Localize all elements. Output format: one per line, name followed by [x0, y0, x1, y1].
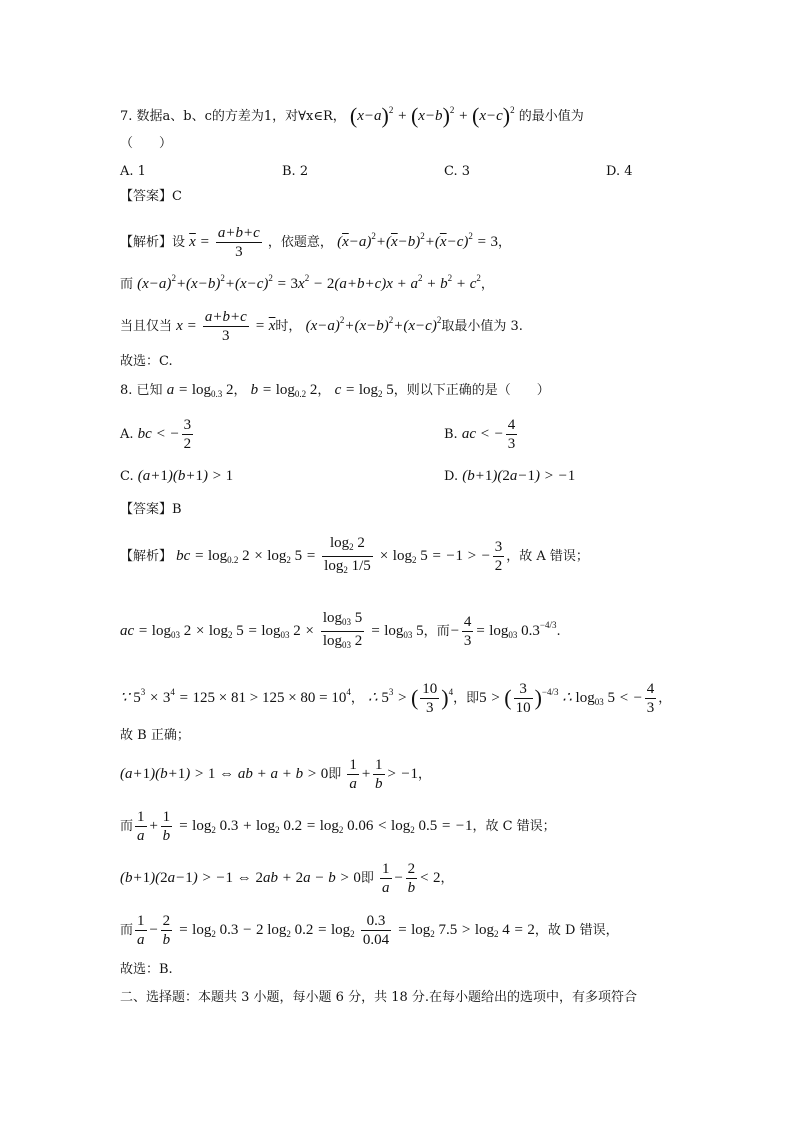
q8-analysis-line6: 而 $\frac{1}{a}$ + $\frac{1}{b}$ = $\log_2 0.3 + \log_2 0.2 = \log_2 0.06 < \log_2 0.5 = -1$，故 C 错误； — [120, 809, 556, 844]
q8-option-b: B. ac < − $\frac{4}{3}$ — [444, 417, 516, 452]
q8-stem: 8. 已知 $a = \log_{0.3} 2$， $b = \log_{0.2} 2$， $c = \log_2 5$，则以下正确的是（ ） — [120, 382, 550, 399]
q8-analysis-line1: 【解析】 bc = $\log_{0.2} 2 \times \log_2 5$ = $\frac{\log_2 2}{\log_2 1/5}$ × $\log_2 5 = -1$ > − $\frac{3}{2}$ ，故 A 错误； — [120, 535, 589, 575]
q7-expression: $(x-a)^2 + (x-b)^2 + (x-c)^2$ — [349, 103, 515, 128]
q8-analysis-line7: (b+1)(2a−1) > −1 ⇔ 2ab + 2a − b > 0即 $\frac{1}{a}$ − $\frac{2}{b}$ < 2， — [120, 861, 454, 896]
q7-answer: 【答案】C — [120, 189, 182, 204]
q7-analysis-line2: 而 $(x-a)^2+(x-b)^2+(x-c)^2 = 3x^2 - 2(a+b+c)x + a^2 + b^2 + c^2$， — [120, 273, 494, 292]
q7-paren: （ ） — [120, 136, 173, 151]
q8-analysis-line2: ac = $\log_{03} 2 \times \log_2 5 = \log_{03} 2$ × $\frac{\log_{03} 5}{\log_{03} 2}$ = $\log_{03} 5$，而− $\frac{4}{3}$ = $\log_{03} 0.3^{-4/3}$. — [120, 610, 561, 650]
q8-analysis-line3: ∵ $5^3 \times 3^4 = 125 \times 81 > 125 \times 80 = 10^4$， ∴ $5^3$ > ( $\frac{10}{3}$ )$^4$，即5 > ( $\frac{3}{10}$ )$^{-4/3}$ ∴ $\log_{03} 5$ < − $\frac{4}{3}$ ， — [120, 681, 672, 716]
fraction-abc-over-3-b: $\frac{a+b+c}{3}$ — [204, 309, 247, 344]
q8-option-c: C. (a+1)(b+1) > 1 — [120, 468, 234, 484]
q7-option-c: C. 3 — [444, 164, 471, 179]
q7-option-b: B. 2 — [282, 164, 309, 179]
q8-b-correct: 故 B 正确； — [120, 728, 190, 743]
q7-choose: 故选：C. — [120, 354, 173, 369]
q7-analysis-line3: 当且仅当 x = $\frac{a+b+c}{3}$ = $\overline{x}$时， $(x-a)^2+(x-b)^2+(x-c)^2$取最小值为 3. — [120, 309, 523, 344]
q8-analysis-line8: 而 $\frac{1}{a}$ − $\frac{2}{b}$ = $\log_2 0.3 - 2$ $\log_2 0.2 = \log_2$ $\frac{0.3}{0.04}$ = $\log_2 7.5 > \log_2 4 = 2$，故 D 错误， — [120, 913, 619, 948]
section-2-heading: 二、选择题：本题共 3 小题，每小题 6 分，共 18 分.在每小题给出的选项中，有多项符合 — [120, 990, 638, 1005]
q8-option-d: D. (b+1)(2a−1) > −1 — [444, 468, 576, 484]
q7-stem: 7. 数据a、b、c的方差为1，对∀x∈R， $(x-a)^2 + (x-b)^2 + (x-c)^2$ 的最小值为 — [120, 103, 584, 128]
q7-option-d: D. 4 — [606, 164, 633, 179]
q7-analysis-line1: 【解析】设 $\overline{x}$ = $\frac{a+b+c}{3}$ ，依题意， $(\overline{x}-a)^2+(\overline{x}-b)^2+(\overline{x}-c)^2 = 3$， — [120, 225, 511, 260]
q8-option-a: A. bc < − $\frac{3}{2}$ — [120, 417, 192, 452]
q8-answer: 【答案】B — [120, 502, 182, 517]
q8-analysis-line5: (a+1)(b+1) > 1 ⇔ ab + a + b > 0即 $\frac{1}{a}$ + $\frac{1}{b}$ > −1， — [120, 757, 432, 792]
q8-choose: 故选：B. — [120, 962, 173, 977]
fraction-abc-over-3: $\frac{a+b+c}{3}$ — [217, 225, 260, 260]
q7-option-a: A. 1 — [120, 164, 146, 179]
